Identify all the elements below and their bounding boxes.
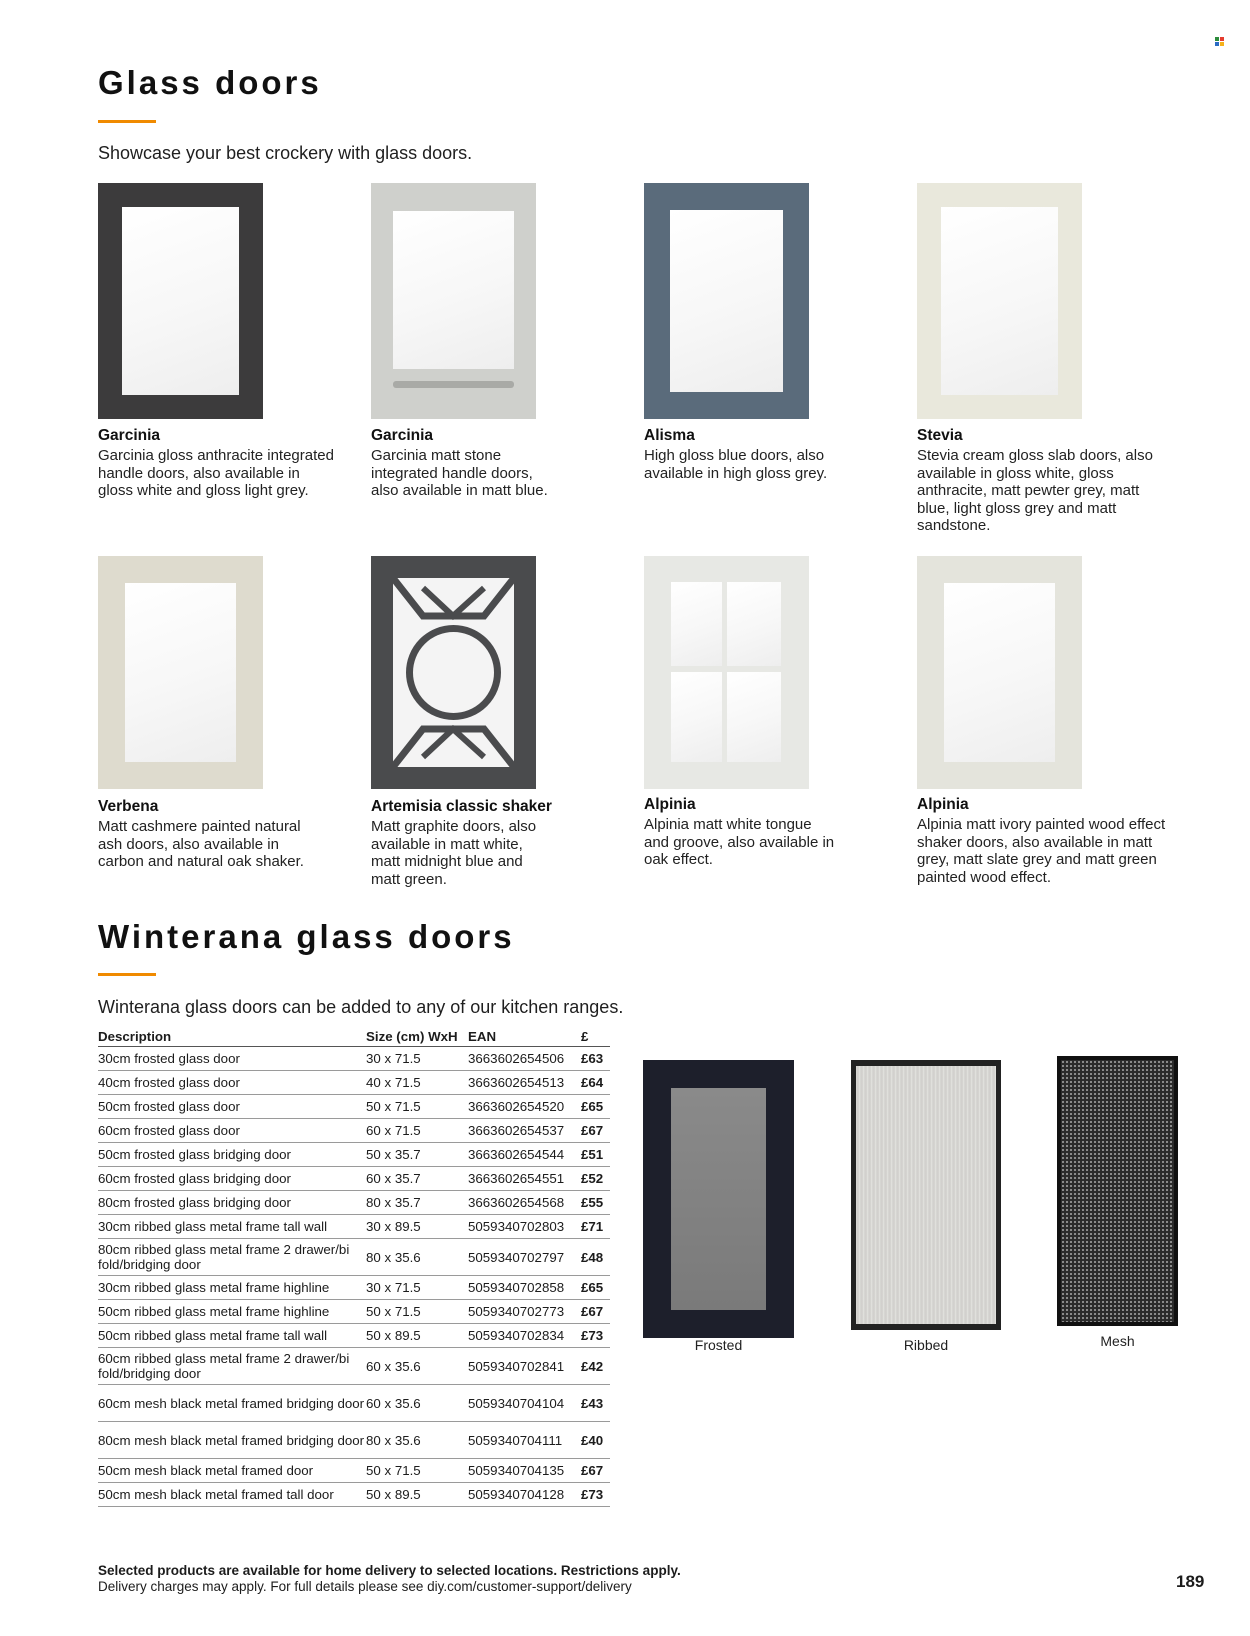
product-description: Alpinia matt white tongue and groove, also available in oak effect. xyxy=(644,816,835,868)
cell-price: £65 xyxy=(581,1276,610,1300)
table-row xyxy=(98,1385,610,1422)
table-row xyxy=(98,1119,610,1143)
table-row xyxy=(98,1143,610,1167)
cell-description: 80cm ribbed glass metal frame 2 drawer/bi fold/bridging door xyxy=(98,1239,366,1276)
cell-price: £73 xyxy=(581,1324,610,1348)
cell-description: 30cm ribbed glass metal frame highline xyxy=(98,1276,366,1300)
cell-size: 50 x 89.5 xyxy=(366,1324,468,1348)
header-ean: EAN xyxy=(468,1022,581,1047)
door-stevia-cream-image xyxy=(917,183,1082,419)
product-name: Garcinia xyxy=(371,427,434,444)
footer-delivery-charges: Delivery charges may apply. For full details please see diy.com/customer-support/delivery xyxy=(98,1579,632,1594)
cell-ean: 5059340702803 xyxy=(468,1215,581,1239)
cell-description: 50cm ribbed glass metal frame highline xyxy=(98,1300,366,1324)
cell-description: 80cm frosted glass bridging door xyxy=(98,1191,366,1215)
product-name: Garcinia xyxy=(98,427,161,444)
cell-description: 60cm ribbed glass metal frame 2 drawer/bi fold/bridging door xyxy=(98,1348,366,1385)
cell-price: £40 xyxy=(581,1422,610,1459)
cell-description: 50cm ribbed glass metal frame tall wall xyxy=(98,1324,366,1348)
table-row xyxy=(98,1191,610,1215)
table-row xyxy=(98,1459,610,1483)
product-description: Garcinia matt stone integrated handle doors, also available in matt blue. xyxy=(371,447,548,499)
cell-price: £51 xyxy=(581,1143,610,1167)
caption-frosted: Frosted xyxy=(694,1337,743,1353)
product-description: High gloss blue doors, also available in high gloss grey. xyxy=(644,447,828,482)
cell-ean: 5059340702797 xyxy=(468,1239,581,1276)
page-number: 189 xyxy=(1176,1572,1205,1591)
product-name: Alisma xyxy=(644,427,695,444)
cell-size: 60 x 35.6 xyxy=(366,1348,468,1385)
cell-price: £67 xyxy=(581,1459,610,1483)
product-description: Stevia cream gloss slab doors, also available in gloss white, gloss anthracite, matt pewter grey, matt blue, light gloss grey and matt sandstone. xyxy=(917,447,1153,534)
section-subtitle: Showcase your best crockery with glass doors. xyxy=(98,143,473,163)
table-row xyxy=(98,1300,610,1324)
cell-ean: 3663602654513 xyxy=(468,1071,581,1095)
cell-ean: 5059340704111 xyxy=(468,1422,581,1459)
cell-size: 80 x 35.6 xyxy=(366,1239,468,1276)
cell-price: £48 xyxy=(581,1239,610,1276)
header-price: £ xyxy=(581,1022,610,1047)
cell-price: £63 xyxy=(581,1047,610,1071)
cell-size: 30 x 71.5 xyxy=(366,1047,468,1071)
title-underline xyxy=(98,973,156,976)
cell-size: 30 x 71.5 xyxy=(366,1276,468,1300)
cell-size: 50 x 89.5 xyxy=(366,1483,468,1507)
table-row xyxy=(98,1276,610,1300)
cell-ean: 5059340702858 xyxy=(468,1276,581,1300)
cell-ean: 5059340704135 xyxy=(468,1459,581,1483)
product-description: Matt graphite doors, also available in matt white, matt midnight blue and matt green. xyxy=(371,818,537,888)
cell-ean: 5059340704128 xyxy=(468,1483,581,1507)
product-description: Matt cashmere painted natural ash doors, also available in carbon and natural oak shaker. xyxy=(98,818,304,870)
footer-delivery-note: Selected products are available for home delivery to selected locations. Restrictions apply. xyxy=(98,1563,681,1578)
cell-price: £65 xyxy=(581,1095,610,1119)
table-row xyxy=(98,1071,610,1095)
cell-description: 30cm ribbed glass metal frame tall wall xyxy=(98,1215,366,1239)
cell-price: £67 xyxy=(581,1300,610,1324)
door-artemisia-graphite-image xyxy=(371,556,536,789)
door-frosted-image xyxy=(643,1060,794,1338)
door-mesh-image xyxy=(1057,1056,1178,1326)
cell-price: £67 xyxy=(581,1119,610,1143)
table-row xyxy=(98,1348,610,1385)
caption-ribbed: Ribbed xyxy=(903,1337,949,1353)
cell-ean: 5059340702773 xyxy=(468,1300,581,1324)
cell-price: £42 xyxy=(581,1348,610,1385)
cell-size: 60 x 71.5 xyxy=(366,1119,468,1143)
header-description: Description xyxy=(98,1022,366,1047)
product-name: Alpinia xyxy=(917,796,969,813)
cell-ean: 5059340704104 xyxy=(468,1385,581,1422)
cell-description: 60cm frosted glass door xyxy=(98,1119,366,1143)
cell-size: 50 x 71.5 xyxy=(366,1095,468,1119)
cell-price: £52 xyxy=(581,1167,610,1191)
section-title-glass-doors: Glass doors xyxy=(98,64,322,101)
door-alisma-blue-image xyxy=(644,183,809,419)
cell-price: £43 xyxy=(581,1385,610,1422)
cell-ean: 3663602654544 xyxy=(468,1143,581,1167)
product-name: Verbena xyxy=(98,798,159,815)
cell-size: 50 x 71.5 xyxy=(366,1459,468,1483)
cell-size: 80 x 35.7 xyxy=(366,1191,468,1215)
table-row xyxy=(98,1167,610,1191)
cell-description: 80cm mesh black metal framed bridging door xyxy=(98,1422,366,1459)
cell-description: 60cm frosted glass bridging door xyxy=(98,1167,366,1191)
cell-description: 40cm frosted glass door xyxy=(98,1071,366,1095)
cell-description: 50cm mesh black metal framed door xyxy=(98,1459,366,1483)
cell-description: 60cm mesh black metal framed bridging door xyxy=(98,1385,366,1422)
cell-size: 40 x 71.5 xyxy=(366,1071,468,1095)
table-row xyxy=(98,1047,610,1071)
winterana-price-table xyxy=(98,1022,610,1507)
cell-ean: 5059340702841 xyxy=(468,1348,581,1385)
cell-price: £73 xyxy=(581,1483,610,1507)
product-name: Artemisia classic shaker xyxy=(371,798,552,815)
section-subtitle: Winterana glass doors can be added to any of our kitchen ranges. xyxy=(98,997,624,1017)
product-description: Alpinia matt ivory painted wood effect shaker doors, also available in matt grey, matt slate grey and matt green painted wood effect. xyxy=(917,816,1166,886)
table-row xyxy=(98,1324,610,1348)
door-garcinia-anthracite-image xyxy=(98,183,263,419)
cell-ean: 3663602654568 xyxy=(468,1191,581,1215)
table-row xyxy=(98,1422,610,1459)
cell-description: 50cm frosted glass door xyxy=(98,1095,366,1119)
header-size: Size (cm) WxH xyxy=(366,1022,468,1047)
product-description: Garcinia gloss anthracite integrated handle doors, also available in gloss white and gloss light grey. xyxy=(98,447,334,499)
cell-ean: 3663602654551 xyxy=(468,1167,581,1191)
table-row xyxy=(98,1483,610,1507)
table-row xyxy=(98,1095,610,1119)
door-garcinia-stone-image xyxy=(371,183,536,419)
corner-logo-icon xyxy=(1215,33,1224,42)
cell-price: £64 xyxy=(581,1071,610,1095)
product-name: Stevia xyxy=(917,427,963,444)
table-header-row xyxy=(98,1022,610,1047)
door-ribbed-image xyxy=(851,1060,1001,1330)
caption-mesh: Mesh xyxy=(1100,1333,1135,1349)
cell-description: 50cm frosted glass bridging door xyxy=(98,1143,366,1167)
title-underline xyxy=(98,120,156,123)
cell-ean: 3663602654537 xyxy=(468,1119,581,1143)
cell-description: 30cm frosted glass door xyxy=(98,1047,366,1071)
cell-size: 50 x 35.7 xyxy=(366,1143,468,1167)
cell-size: 30 x 89.5 xyxy=(366,1215,468,1239)
section-title-winterana: Winterana glass doors xyxy=(98,918,515,955)
cell-size: 60 x 35.6 xyxy=(366,1385,468,1422)
product-name: Alpinia xyxy=(644,796,696,813)
cell-size: 80 x 35.6 xyxy=(366,1422,468,1459)
table-row xyxy=(98,1239,610,1276)
cell-ean: 3663602654520 xyxy=(468,1095,581,1119)
table-row xyxy=(98,1215,610,1239)
cell-description: 50cm mesh black metal framed tall door xyxy=(98,1483,366,1507)
cell-price: £55 xyxy=(581,1191,610,1215)
cell-size: 50 x 71.5 xyxy=(366,1300,468,1324)
cell-ean: 3663602654506 xyxy=(468,1047,581,1071)
cell-size: 60 x 35.7 xyxy=(366,1167,468,1191)
cell-price: £71 xyxy=(581,1215,610,1239)
door-alpinia-white-image xyxy=(644,556,809,789)
door-alpinia-ivory-image xyxy=(917,556,1082,789)
cell-ean: 5059340702834 xyxy=(468,1324,581,1348)
door-verbena-cashmere-image xyxy=(98,556,263,789)
